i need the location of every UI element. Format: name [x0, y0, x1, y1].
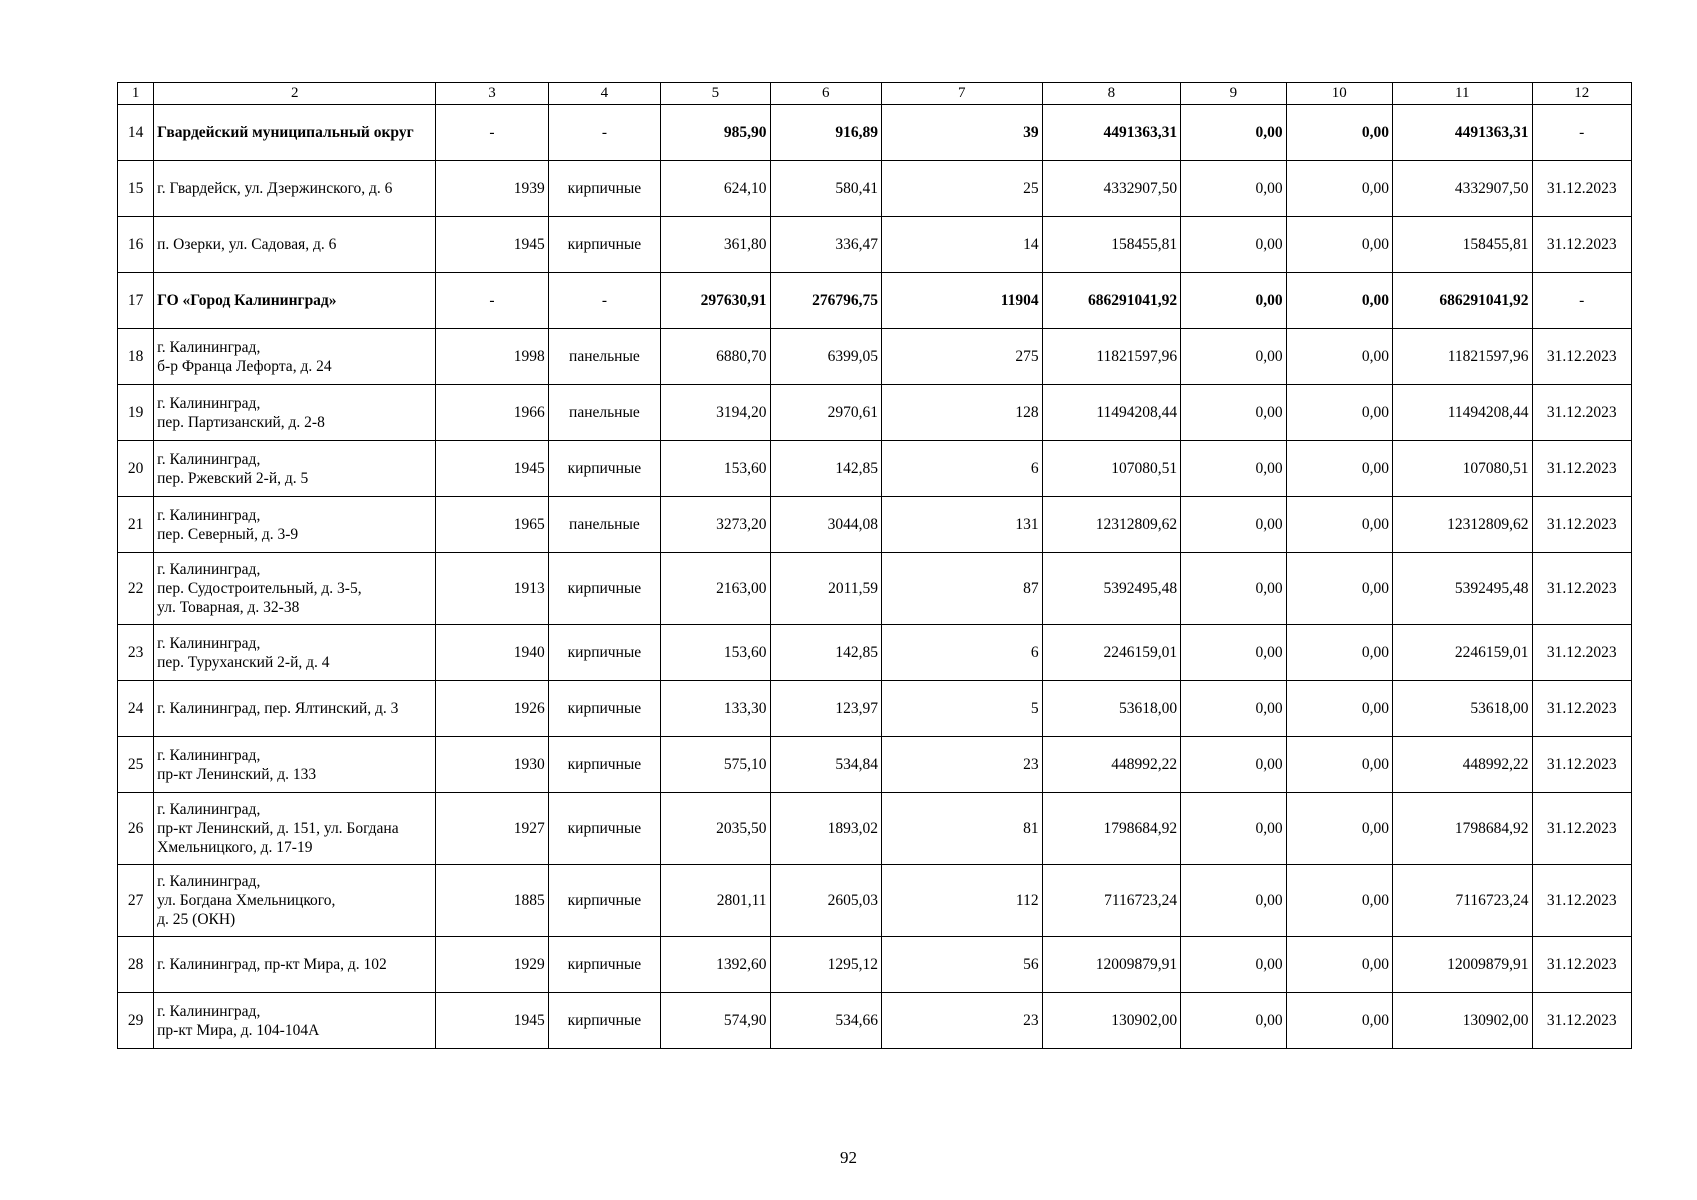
col9-cell: 0,00	[1181, 441, 1286, 497]
col8-cell: 158455,81	[1042, 217, 1181, 273]
col6-cell: 142,85	[770, 441, 881, 497]
wall-material-cell: -	[548, 273, 660, 329]
date-cell: 31.12.2023	[1532, 441, 1631, 497]
col8-cell: 1798684,92	[1042, 793, 1181, 865]
wall-material-cell: кирпичные	[548, 681, 660, 737]
table-row	[118, 937, 1632, 993]
row-number-cell: 17	[118, 273, 154, 329]
table-row	[118, 217, 1632, 273]
col5-cell: 575,10	[661, 737, 770, 793]
date-cell: -	[1532, 105, 1631, 161]
date-cell: 31.12.2023	[1532, 217, 1631, 273]
col9-cell: 0,00	[1181, 161, 1286, 217]
col11-cell: 130902,00	[1392, 993, 1532, 1049]
col9-cell: 0,00	[1181, 329, 1286, 385]
wall-material-cell: кирпичные	[548, 441, 660, 497]
table-row	[118, 625, 1632, 681]
date-cell: 31.12.2023	[1532, 737, 1631, 793]
col11-cell: 7116723,24	[1392, 865, 1532, 937]
col5-cell: 361,80	[661, 217, 770, 273]
col6-cell: 2970,61	[770, 385, 881, 441]
col5-cell: 3273,20	[661, 497, 770, 553]
column-number-header: 7	[881, 83, 1042, 105]
year-cell: -	[436, 273, 548, 329]
col11-cell: 107080,51	[1392, 441, 1532, 497]
col7-cell: 25	[881, 161, 1042, 217]
col8-cell: 448992,22	[1042, 737, 1181, 793]
col7-cell: 87	[881, 553, 1042, 625]
date-cell: 31.12.2023	[1532, 329, 1631, 385]
col8-cell: 11494208,44	[1042, 385, 1181, 441]
col5-cell: 1392,60	[661, 937, 770, 993]
wall-material-cell: -	[548, 105, 660, 161]
col10-cell: 0,00	[1286, 681, 1392, 737]
year-cell: 1998	[436, 329, 548, 385]
col6-cell: 142,85	[770, 625, 881, 681]
col5-cell: 2801,11	[661, 865, 770, 937]
data-table	[117, 82, 1632, 1049]
address-cell: г. Калининград, пр-кт Ленинский, д. 133	[154, 737, 436, 793]
col7-cell: 39	[881, 105, 1042, 161]
col10-cell: 0,00	[1286, 865, 1392, 937]
col11-cell: 158455,81	[1392, 217, 1532, 273]
year-cell: 1966	[436, 385, 548, 441]
col8-cell: 12009879,91	[1042, 937, 1181, 993]
col11-cell: 11494208,44	[1392, 385, 1532, 441]
col7-cell: 23	[881, 737, 1042, 793]
address-cell: г. Калининград, ул. Богдана Хмельницкого, д. 25 (ОКН)	[154, 865, 436, 937]
col11-cell: 11821597,96	[1392, 329, 1532, 385]
row-number-cell: 26	[118, 793, 154, 865]
row-number-cell: 28	[118, 937, 154, 993]
address-cell: ГО «Город Калининград»	[154, 273, 436, 329]
col7-cell: 11904	[881, 273, 1042, 329]
row-number-cell: 14	[118, 105, 154, 161]
col5-cell: 2035,50	[661, 793, 770, 865]
date-cell: 31.12.2023	[1532, 681, 1631, 737]
row-number-cell: 19	[118, 385, 154, 441]
wall-material-cell: панельные	[548, 497, 660, 553]
wall-material-cell: панельные	[548, 385, 660, 441]
col7-cell: 81	[881, 793, 1042, 865]
address-cell: г. Калининград, пер. Ялтинский, д. 3	[154, 681, 436, 737]
col8-cell: 686291041,92	[1042, 273, 1181, 329]
col10-cell: 0,00	[1286, 553, 1392, 625]
row-number-cell: 24	[118, 681, 154, 737]
col9-cell: 0,00	[1181, 937, 1286, 993]
row-number-cell: 27	[118, 865, 154, 937]
row-number-cell: 25	[118, 737, 154, 793]
date-cell: 31.12.2023	[1532, 553, 1631, 625]
col10-cell: 0,00	[1286, 329, 1392, 385]
year-cell: 1939	[436, 161, 548, 217]
col7-cell: 128	[881, 385, 1042, 441]
col5-cell: 153,60	[661, 625, 770, 681]
address-cell: г. Калининград, пер. Северный, д. 3-9	[154, 497, 436, 553]
col10-cell: 0,00	[1286, 161, 1392, 217]
col10-cell: 0,00	[1286, 273, 1392, 329]
row-number-cell: 22	[118, 553, 154, 625]
col10-cell: 0,00	[1286, 737, 1392, 793]
col5-cell: 133,30	[661, 681, 770, 737]
col11-cell: 686291041,92	[1392, 273, 1532, 329]
wall-material-cell: панельные	[548, 329, 660, 385]
col6-cell: 276796,75	[770, 273, 881, 329]
col8-cell: 7116723,24	[1042, 865, 1181, 937]
col7-cell: 5	[881, 681, 1042, 737]
col10-cell: 0,00	[1286, 625, 1392, 681]
table-row	[118, 553, 1632, 625]
col6-cell: 123,97	[770, 681, 881, 737]
col9-cell: 0,00	[1181, 273, 1286, 329]
column-number-header: 1	[118, 83, 154, 105]
col5-cell: 985,90	[661, 105, 770, 161]
table-row	[118, 865, 1632, 937]
table-row	[118, 993, 1632, 1049]
col9-cell: 0,00	[1181, 737, 1286, 793]
wall-material-cell: кирпичные	[548, 993, 660, 1049]
date-cell: 31.12.2023	[1532, 497, 1631, 553]
address-cell: г. Калининград, пр-кт Мира, д. 102	[154, 937, 436, 993]
column-number-header: 10	[1286, 83, 1392, 105]
wall-material-cell: кирпичные	[548, 217, 660, 273]
table-row	[118, 161, 1632, 217]
address-cell: г. Калининград, пр-кт Ленинский, д. 151, ул. Богдана Хмельницкого, д. 17-19	[154, 793, 436, 865]
col9-cell: 0,00	[1181, 993, 1286, 1049]
col9-cell: 0,00	[1181, 681, 1286, 737]
year-cell: 1930	[436, 737, 548, 793]
column-number-header: 12	[1532, 83, 1631, 105]
col11-cell: 1798684,92	[1392, 793, 1532, 865]
col9-cell: 0,00	[1181, 793, 1286, 865]
table-row	[118, 497, 1632, 553]
year-cell: 1927	[436, 793, 548, 865]
col9-cell: 0,00	[1181, 865, 1286, 937]
date-cell: 31.12.2023	[1532, 161, 1631, 217]
date-cell: 31.12.2023	[1532, 625, 1631, 681]
year-cell: -	[436, 105, 548, 161]
row-number-cell: 16	[118, 217, 154, 273]
col7-cell: 6	[881, 441, 1042, 497]
col7-cell: 112	[881, 865, 1042, 937]
row-number-cell: 21	[118, 497, 154, 553]
year-cell: 1926	[436, 681, 548, 737]
date-cell: 31.12.2023	[1532, 865, 1631, 937]
col11-cell: 2246159,01	[1392, 625, 1532, 681]
col6-cell: 534,66	[770, 993, 881, 1049]
row-number-cell: 23	[118, 625, 154, 681]
table-row	[118, 105, 1632, 161]
column-number-header-row	[118, 83, 1632, 105]
col10-cell: 0,00	[1286, 937, 1392, 993]
col9-cell: 0,00	[1181, 553, 1286, 625]
column-number-header: 9	[1181, 83, 1286, 105]
col8-cell: 4491363,31	[1042, 105, 1181, 161]
wall-material-cell: кирпичные	[548, 865, 660, 937]
column-number-header: 8	[1042, 83, 1181, 105]
table-row	[118, 793, 1632, 865]
col11-cell: 448992,22	[1392, 737, 1532, 793]
date-cell: 31.12.2023	[1532, 993, 1631, 1049]
col11-cell: 12009879,91	[1392, 937, 1532, 993]
col11-cell: 5392495,48	[1392, 553, 1532, 625]
col7-cell: 131	[881, 497, 1042, 553]
col7-cell: 14	[881, 217, 1042, 273]
col6-cell: 534,84	[770, 737, 881, 793]
col9-cell: 0,00	[1181, 385, 1286, 441]
table-row	[118, 681, 1632, 737]
year-cell: 1913	[436, 553, 548, 625]
column-number-header: 4	[548, 83, 660, 105]
year-cell: 1940	[436, 625, 548, 681]
col8-cell: 130902,00	[1042, 993, 1181, 1049]
address-cell: п. Озерки, ул. Садовая, д. 6	[154, 217, 436, 273]
page-number: 92	[840, 1148, 857, 1167]
col11-cell: 4491363,31	[1392, 105, 1532, 161]
col9-cell: 0,00	[1181, 625, 1286, 681]
col7-cell: 23	[881, 993, 1042, 1049]
year-cell: 1929	[436, 937, 548, 993]
column-number-header: 3	[436, 83, 548, 105]
column-number-header: 6	[770, 83, 881, 105]
col6-cell: 916,89	[770, 105, 881, 161]
col11-cell: 12312809,62	[1392, 497, 1532, 553]
table-row	[118, 737, 1632, 793]
col10-cell: 0,00	[1286, 105, 1392, 161]
col10-cell: 0,00	[1286, 217, 1392, 273]
address-cell: г. Калининград, пр-кт Мира, д. 104-104А	[154, 993, 436, 1049]
col10-cell: 0,00	[1286, 441, 1392, 497]
table-row	[118, 329, 1632, 385]
col8-cell: 12312809,62	[1042, 497, 1181, 553]
col6-cell: 6399,05	[770, 329, 881, 385]
col7-cell: 56	[881, 937, 1042, 993]
wall-material-cell: кирпичные	[548, 625, 660, 681]
col10-cell: 0,00	[1286, 993, 1392, 1049]
col9-cell: 0,00	[1181, 105, 1286, 161]
table-row	[118, 441, 1632, 497]
column-number-header: 5	[661, 83, 770, 105]
wall-material-cell: кирпичные	[548, 161, 660, 217]
row-number-cell: 18	[118, 329, 154, 385]
col8-cell: 11821597,96	[1042, 329, 1181, 385]
date-cell: -	[1532, 273, 1631, 329]
col6-cell: 1295,12	[770, 937, 881, 993]
col8-cell: 2246159,01	[1042, 625, 1181, 681]
col8-cell: 53618,00	[1042, 681, 1181, 737]
col8-cell: 4332907,50	[1042, 161, 1181, 217]
date-cell: 31.12.2023	[1532, 385, 1631, 441]
col10-cell: 0,00	[1286, 793, 1392, 865]
col6-cell: 3044,08	[770, 497, 881, 553]
col5-cell: 3194,20	[661, 385, 770, 441]
row-number-cell: 15	[118, 161, 154, 217]
col5-cell: 574,90	[661, 993, 770, 1049]
col5-cell: 624,10	[661, 161, 770, 217]
col5-cell: 6880,70	[661, 329, 770, 385]
col6-cell: 2011,59	[770, 553, 881, 625]
year-cell: 1965	[436, 497, 548, 553]
wall-material-cell: кирпичные	[548, 553, 660, 625]
wall-material-cell: кирпичные	[548, 937, 660, 993]
address-cell: г. Калининград, пер. Судостроительный, д. 3-5, ул. Товарная, д. 32-38	[154, 553, 436, 625]
table-row	[118, 273, 1632, 329]
col6-cell: 336,47	[770, 217, 881, 273]
wall-material-cell: кирпичные	[548, 737, 660, 793]
year-cell: 1945	[436, 217, 548, 273]
col10-cell: 0,00	[1286, 385, 1392, 441]
col5-cell: 2163,00	[661, 553, 770, 625]
year-cell: 1885	[436, 865, 548, 937]
col6-cell: 2605,03	[770, 865, 881, 937]
wall-material-cell: кирпичные	[548, 793, 660, 865]
year-cell: 1945	[436, 993, 548, 1049]
col9-cell: 0,00	[1181, 217, 1286, 273]
col5-cell: 297630,91	[661, 273, 770, 329]
date-cell: 31.12.2023	[1532, 793, 1631, 865]
row-number-cell: 20	[118, 441, 154, 497]
row-number-cell: 29	[118, 993, 154, 1049]
col8-cell: 5392495,48	[1042, 553, 1181, 625]
col7-cell: 6	[881, 625, 1042, 681]
column-number-header: 11	[1392, 83, 1532, 105]
address-cell: г. Калининград, пер. Партизанский, д. 2-8	[154, 385, 436, 441]
column-number-header: 2	[154, 83, 436, 105]
col7-cell: 275	[881, 329, 1042, 385]
col9-cell: 0,00	[1181, 497, 1286, 553]
address-cell: г. Гвардейск, ул. Дзержинского, д. 6	[154, 161, 436, 217]
col6-cell: 580,41	[770, 161, 881, 217]
table-row	[118, 385, 1632, 441]
col5-cell: 153,60	[661, 441, 770, 497]
col11-cell: 4332907,50	[1392, 161, 1532, 217]
year-cell: 1945	[436, 441, 548, 497]
address-cell: г. Калининград, пер. Туруханский 2-й, д. 4	[154, 625, 436, 681]
address-cell: г. Калининград, пер. Ржевский 2-й, д. 5	[154, 441, 436, 497]
col11-cell: 53618,00	[1392, 681, 1532, 737]
col6-cell: 1893,02	[770, 793, 881, 865]
address-cell: г. Калининград, б-р Франца Лефорта, д. 24	[154, 329, 436, 385]
col8-cell: 107080,51	[1042, 441, 1181, 497]
col10-cell: 0,00	[1286, 497, 1392, 553]
address-cell: Гвардейский муниципальный округ	[154, 105, 436, 161]
date-cell: 31.12.2023	[1532, 937, 1631, 993]
